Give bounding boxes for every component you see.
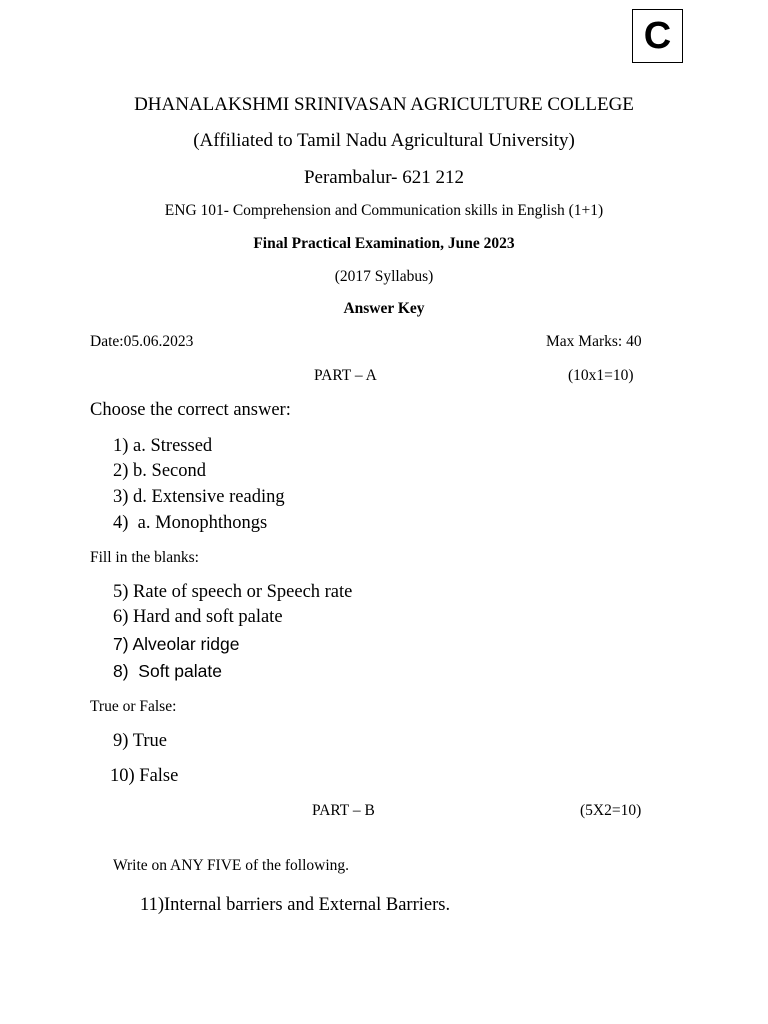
list-item — [110, 766, 178, 787]
list-item — [113, 731, 167, 752]
item-answer: Soft palate — [133, 661, 222, 681]
item-number: 9) — [113, 731, 129, 751]
list-item — [113, 461, 206, 482]
item-answer: Hard and soft palate — [133, 607, 283, 627]
item-answer: Internal barriers and External Barriers. — [163, 895, 451, 915]
item-answer: a. Stressed — [133, 436, 213, 456]
exam-title: Final Practical Examination, June 2023 — [253, 235, 515, 252]
list-item — [140, 895, 450, 916]
max-marks: Max Marks: 40 — [546, 333, 642, 350]
part-b-marks: (5X2=10) — [580, 802, 642, 819]
doc-type: Answer Key — [343, 300, 425, 317]
part-a-marks: (10x1=10) — [568, 367, 634, 384]
college-name: DHANALAKSHMI SRINIVASAN AGRICULTURE COLLEGE — [134, 94, 634, 115]
exam-date: Date:05.06.2023 — [90, 333, 194, 350]
location: Perambalur- 621 212 — [303, 167, 465, 188]
item-number: 4) — [113, 513, 129, 533]
item-number: 3) — [113, 487, 129, 507]
part-b-instruction: Write on ANY FIVE of the following. — [113, 857, 350, 874]
item-number: 11) — [140, 895, 164, 915]
paper-set-badge: C — [632, 9, 683, 63]
list-item — [113, 607, 283, 628]
true-false-instruction: True or False: — [90, 698, 177, 715]
item-number: 7) — [113, 634, 129, 654]
list-item — [113, 487, 285, 508]
item-number: 10) — [110, 766, 135, 786]
list-item — [113, 513, 267, 534]
item-number: 6) — [113, 607, 129, 627]
item-answer: False — [139, 766, 179, 786]
part-b-title: PART – B — [312, 802, 375, 819]
item-number: 1) — [113, 436, 129, 456]
course-title: ENG 101- Comprehension and Communication skills in English (1+1) — [164, 202, 604, 219]
item-answer: d. Extensive reading — [133, 487, 285, 507]
item-answer: Rate of speech or Speech rate — [133, 582, 353, 602]
list-item — [113, 582, 352, 603]
item-answer: True — [132, 731, 167, 751]
item-answer: Alveolar ridge — [132, 634, 240, 654]
list-item — [113, 634, 239, 655]
affiliation: (Affiliated to Tamil Nadu Agricultural University) — [193, 130, 575, 151]
item-number: 8) — [113, 661, 129, 681]
fill-instruction: Fill in the blanks: — [90, 549, 199, 566]
syllabus: (2017 Syllabus) — [334, 268, 434, 285]
item-number: 5) — [113, 582, 129, 602]
part-a-title: PART – A — [314, 367, 377, 384]
list-item — [113, 661, 222, 682]
item-number: 2) — [113, 461, 129, 481]
list-item — [113, 436, 212, 457]
item-answer: a. Monophthongs — [133, 513, 268, 533]
item-answer: b. Second — [133, 461, 207, 481]
choose-instruction: Choose the correct answer: — [90, 400, 291, 420]
